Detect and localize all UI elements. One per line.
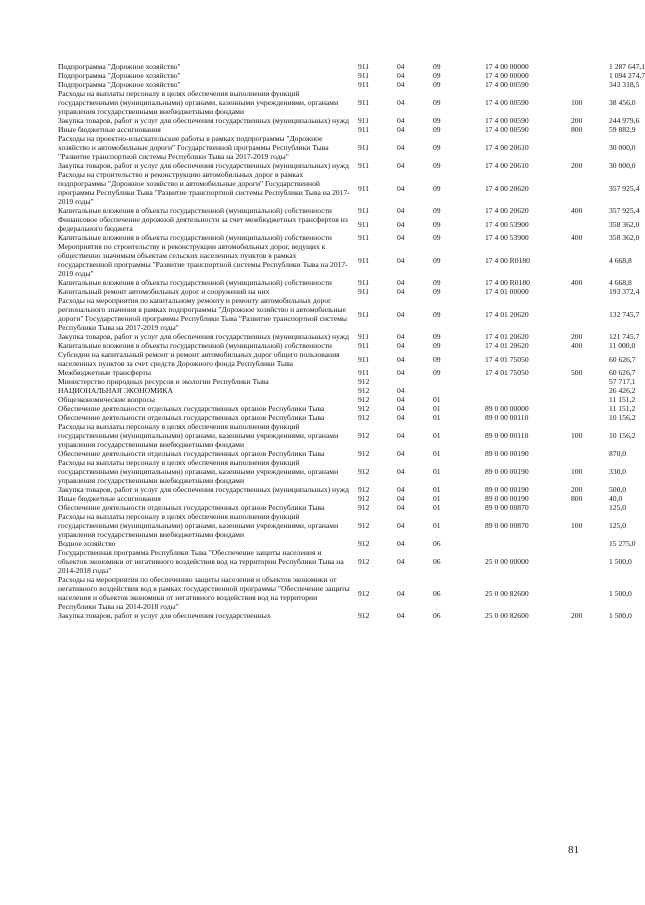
row-subsection-code: 09 — [433, 125, 441, 134]
row-section-code: 04 — [397, 309, 405, 319]
row-grbs-code: 911 — [358, 62, 370, 71]
row-target-article: 25 0 00 00000 — [485, 557, 529, 566]
row-amount: 357 925,4 — [609, 206, 640, 215]
row-grbs-code: 912 — [358, 395, 370, 404]
row-amount: 11 151,2 — [609, 395, 636, 404]
row-subsection-code: 09 — [433, 80, 441, 89]
table-row — [58, 116, 640, 125]
row-amount: 11 151,2 — [609, 404, 636, 413]
row-subsection-code: 09 — [433, 332, 441, 341]
table-row — [58, 233, 640, 242]
row-name: Мероприятия по строительству и реконструкции автомобильных дорог, ведущих к общественно значимым объектам сельских населенных пунктов в рамках государственной программы "Развитие транспортной системы Республики Тыва на 2017-2019 годы" — [58, 242, 348, 278]
table-row — [58, 503, 627, 512]
row-name: Государственная программа Республики Тыва "Обеспечение защиты населения и объектов экономики от негативного воздействия вод на территории Республики Тыва на 2014-2018 годы" — [58, 548, 344, 575]
row-grbs-code: 912 — [358, 377, 370, 386]
row-name: Обеспечение деятельности отдельных государственных органов Республики Тыва — [58, 449, 325, 458]
row-subsection-code: 01 — [433, 404, 441, 413]
row-name: Обеспечение деятельности отдельных государственных органов Республики Тыва — [58, 404, 325, 413]
row-target-article: 89 0 00 00000 — [485, 404, 529, 413]
row-grbs-code: 911 — [358, 354, 370, 364]
table-row — [58, 341, 636, 350]
row-subsection-code: 01 — [433, 431, 441, 440]
row-section-code: 04 — [397, 233, 405, 242]
table-row — [58, 404, 636, 413]
row-target-article: 17 4 00 20620 — [485, 206, 529, 215]
row-expense-type: 200 — [571, 116, 583, 125]
row-section-code: 04 — [397, 413, 405, 422]
row-section-code: 04 — [397, 278, 405, 287]
row-section-code: 04 — [397, 503, 405, 512]
table-row — [58, 422, 636, 449]
row-target-article: 17 4 00 00590 — [485, 98, 529, 107]
row-name: Общеэкономические вопросы — [58, 395, 155, 404]
row-grbs-code: 911 — [358, 116, 370, 125]
row-section-code: 04 — [397, 431, 405, 440]
row-amount: 60 626,7 — [609, 368, 636, 377]
row-name: Закупка товаров, работ и услуг для обеспечения государственных (муниципальных) нужд — [58, 332, 349, 341]
table-row — [58, 458, 627, 485]
row-amount: 870,0 — [609, 449, 627, 458]
row-expense-type: 200 — [571, 332, 583, 341]
row-amount: 1 500,0 — [609, 588, 632, 598]
row-target-article: 25 0 00 82600 — [485, 611, 529, 620]
row-subsection-code: 01 — [433, 467, 441, 476]
row-subsection-code: 06 — [433, 539, 441, 548]
table-row — [58, 287, 640, 296]
row-amount: 26 426,2 — [609, 386, 636, 395]
row-name: Подпрограмма "Дорожное хозяйство" — [58, 80, 181, 89]
row-section-code: 04 — [397, 354, 405, 364]
table-row — [58, 296, 640, 332]
row-expense-type: 200 — [571, 485, 583, 494]
row-amount: 244 979,6 — [609, 116, 640, 125]
row-subsection-code: 06 — [433, 611, 441, 620]
row-subsection-code: 09 — [433, 71, 441, 80]
row-section-code: 04 — [397, 404, 405, 413]
row-amount: 357 925,4 — [609, 183, 640, 193]
row-subsection-code: 09 — [433, 341, 441, 350]
row-amount: 358 362,0 — [609, 219, 640, 229]
row-section-code: 04 — [397, 125, 405, 134]
row-target-article: 17 4 00 53900 — [485, 219, 529, 229]
row-amount: 1 500,0 — [609, 611, 632, 620]
row-amount: 343 318,5 — [609, 80, 640, 89]
row-grbs-code: 911 — [358, 183, 370, 193]
row-section-code: 04 — [397, 143, 405, 152]
row-grbs-code: 911 — [358, 332, 370, 341]
row-name: Закупка товаров, работ и услуг для обеспечения государственных (муниципальных) нужд — [58, 161, 349, 170]
row-amount: 4 668,8 — [609, 255, 632, 265]
row-section-code: 04 — [397, 98, 405, 107]
row-grbs-code: 912 — [358, 467, 370, 476]
row-amount: 15 275,0 — [609, 539, 636, 548]
row-section-code: 04 — [397, 183, 405, 193]
row-grbs-code: 911 — [358, 287, 370, 296]
row-grbs-code: 911 — [358, 233, 370, 242]
row-subsection-code: 09 — [433, 206, 441, 215]
row-grbs-code: 911 — [358, 143, 370, 152]
row-grbs-code: 911 — [358, 278, 370, 287]
row-subsection-code: 09 — [433, 309, 441, 319]
row-section-code: 04 — [397, 161, 405, 170]
row-amount: 30 000,0 — [609, 143, 636, 152]
row-name: Иные бюджетные ассигнования — [58, 494, 161, 503]
row-target-article: 89 0 00 00110 — [485, 413, 529, 422]
row-subsection-code: 09 — [433, 98, 441, 107]
row-target-article: 17 4 00 00000 — [485, 71, 529, 80]
row-name: Расходы на мероприятия по обеспечению защиты населения и объектов экономики от негативного воздействия вод в рамках государственной программы "Обеспечение защиты населения и объектов экономики от негативного воздействия вод на территории Республики Тыва на 2014-2018 годы" — [58, 575, 350, 611]
row-expense-type: 400 — [571, 233, 583, 242]
row-grbs-code: 911 — [358, 219, 370, 229]
row-name: Закупка товаров, работ и услуг для обеспечения государственных (муниципальных) нужд — [58, 116, 349, 125]
row-name: Расходы на мероприятия по капитальному ремонту и ремонту автомобильных дорог регионального значения в рамках подпрограммы "Дорожное хозяйство и автомобильные дороги" Государственной программы Республики Тыва "Развитие транспортной системы Республики Тыва на 2017-2019 годы" — [58, 296, 348, 332]
row-target-article: 89 0 00 00190 — [485, 467, 529, 476]
row-section-code: 04 — [397, 80, 405, 89]
row-grbs-code: 912 — [358, 404, 370, 413]
table-row — [58, 449, 627, 458]
row-grbs-code: 912 — [358, 494, 370, 503]
table-row — [58, 161, 636, 170]
row-grbs-code: 911 — [358, 80, 370, 89]
row-section-code: 04 — [397, 395, 405, 404]
row-amount: 1 287 647,1 — [609, 62, 645, 71]
row-section-code: 04 — [397, 368, 405, 377]
row-name: Капитальные вложения в объекты государственной (муниципальной) собственности — [58, 233, 332, 242]
row-amount: 121 745,7 — [609, 332, 640, 341]
row-target-article: 17 4 00 20610 — [485, 161, 529, 170]
row-name: Закупка товаров, работ и услуг для обеспечения государственных (муниципальных) нужд — [58, 485, 349, 494]
row-name: Закупка товаров, работ и услуг для обеспечения государственных — [58, 611, 271, 620]
row-name: Капитальные вложения в объекты государственной (муниципальной) собственности — [58, 278, 332, 287]
row-name: Субсидии на капитальный ремонт и ремонт автомобильных дорог общего пользования населенных пунктов за счет средств Дорожного фонда Республики Тыва — [58, 350, 340, 368]
row-expense-type: 400 — [571, 341, 583, 350]
row-name: Межбюджетные трансферты — [58, 368, 151, 377]
row-amount: 132 745,7 — [609, 309, 640, 319]
table-row — [58, 278, 632, 287]
row-target-article: 17 4 01 00000 — [485, 287, 529, 296]
row-subsection-code: 09 — [433, 233, 441, 242]
row-grbs-code: 912 — [358, 386, 370, 395]
row-subsection-code: 01 — [433, 494, 441, 503]
row-subsection-code: 01 — [433, 503, 441, 512]
row-target-article: 17 4 00 00590 — [485, 80, 529, 89]
row-grbs-code: 911 — [358, 341, 370, 350]
row-subsection-code: 09 — [433, 354, 441, 364]
row-expense-type: 400 — [571, 206, 583, 215]
row-subsection-code: 09 — [433, 183, 441, 193]
table-row — [58, 512, 627, 539]
row-target-article: 89 0 00 00870 — [485, 503, 529, 512]
row-amount: 125,0 — [609, 503, 627, 512]
row-subsection-code: 09 — [433, 278, 441, 287]
row-name: Подпрограмма "Дорожное хозяйство" — [58, 62, 181, 71]
table-row — [58, 368, 636, 377]
row-section-code: 04 — [397, 467, 405, 476]
row-expense-type: 400 — [571, 278, 583, 287]
table-row — [58, 89, 636, 116]
row-amount: 1 500,0 — [609, 557, 632, 566]
row-target-article: 89 0 00 00190 — [485, 485, 529, 494]
row-expense-type: 200 — [571, 161, 583, 170]
row-target-article: 17 4 01 20620 — [485, 309, 529, 319]
row-amount: 500,0 — [609, 485, 627, 494]
row-grbs-code: 912 — [358, 611, 370, 620]
row-amount: 330,0 — [609, 467, 627, 476]
table-row — [58, 575, 632, 611]
row-grbs-code: 911 — [358, 98, 370, 107]
row-subsection-code: 09 — [433, 219, 441, 229]
row-section-code: 04 — [397, 386, 405, 395]
row-amount: 60 626,7 — [609, 354, 636, 364]
table-row — [58, 611, 632, 620]
row-name: Расходы на выплаты персоналу в целях обеспечения выполнения функций государственными (муниципальными) органами, казенными учреждениями, органами управления государственными внебюджетными фондами — [58, 89, 339, 116]
table-row — [58, 485, 627, 494]
row-expense-type: 100 — [571, 98, 583, 107]
row-subsection-code: 09 — [433, 161, 441, 170]
row-subsection-code: 01 — [433, 485, 441, 494]
row-target-article: 25 0 00 82600 — [485, 588, 529, 598]
table-row — [58, 215, 640, 233]
row-name: Расходы на проектно-изыскательские работы в рамках подпрограммы "Дорожное хозяйство и автомобильные дороги" Государственной программы Республики Тыва "Развитие транспортной системы Республики Тыва на 2017-2019 годы" — [58, 134, 329, 161]
row-expense-type: 100 — [571, 431, 583, 440]
row-subsection-code: 01 — [433, 413, 441, 422]
row-amount: 38 456,0 — [609, 98, 636, 107]
table-row — [58, 206, 640, 215]
row-amount: 358 362,0 — [609, 233, 640, 242]
row-amount: 30 000,0 — [609, 161, 636, 170]
row-section-code: 04 — [397, 611, 405, 620]
row-section-code: 04 — [397, 219, 405, 229]
row-amount: 11 000,0 — [609, 341, 636, 350]
row-name: Обеспечение деятельности отдельных государственных органов Республики Тыва — [58, 413, 325, 422]
row-section-code: 04 — [397, 62, 405, 71]
row-amount: 40,0 — [609, 494, 623, 503]
row-name: Расходы на выплаты персоналу в целях обеспечения выполнения функций государственными (муниципальными) органами, казенными учреждениями, органами управления государственными внебюджетными фондами — [58, 512, 339, 539]
row-expense-type: 100 — [571, 467, 583, 476]
row-section-code: 04 — [397, 494, 405, 503]
row-grbs-code: 911 — [358, 255, 370, 265]
row-section-code: 04 — [397, 255, 405, 265]
row-name: Подпрограмма "Дорожное хозяйство" — [58, 71, 181, 80]
row-subsection-code: 09 — [433, 287, 441, 296]
row-target-article: 89 0 00 00190 — [485, 449, 529, 458]
row-subsection-code: 09 — [433, 62, 441, 71]
table-row — [58, 242, 632, 278]
row-grbs-code: 911 — [358, 125, 370, 134]
row-target-article: 17 4 00 00590 — [485, 116, 529, 125]
row-name: Водное хозяйство — [58, 539, 116, 548]
row-section-code: 04 — [397, 116, 405, 125]
table-row — [58, 548, 632, 575]
row-section-code: 04 — [397, 332, 405, 341]
row-target-article: 89 0 00 00190 — [485, 494, 529, 503]
row-target-article: 17 4 00 00590 — [485, 125, 529, 134]
row-section-code: 04 — [397, 206, 405, 215]
row-grbs-code: 912 — [358, 431, 370, 440]
row-subsection-code: 09 — [433, 255, 441, 265]
row-target-article: 17 4 00 53900 — [485, 233, 529, 242]
row-subsection-code: 01 — [433, 395, 441, 404]
row-target-article: 17 4 01 75050 — [485, 354, 529, 364]
row-amount: 59 882,9 — [609, 125, 636, 134]
row-amount: 4 668,8 — [609, 278, 632, 287]
row-expense-type: 200 — [571, 611, 583, 620]
table-row — [58, 350, 636, 368]
row-grbs-code: 912 — [358, 539, 370, 548]
budget-table — [58, 62, 645, 620]
row-name: Министерство природных ресурсов и экологии Республики Тыва — [58, 377, 269, 386]
table-row — [58, 494, 623, 503]
row-expense-type: 800 — [571, 494, 583, 503]
row-name: Капитальный ремонт автомобильных дорог и сооружений на них — [58, 287, 270, 296]
row-name: Расходы на выплаты персоналу в целях обеспечения выполнения функций государственными (муниципальными) органами, казенными учреждениями, органами управления государственными внебюджетными фондами — [58, 458, 339, 485]
row-section-code: 04 — [397, 539, 405, 548]
row-grbs-code: 912 — [358, 413, 370, 422]
row-section-code: 04 — [397, 557, 405, 566]
row-grbs-code: 912 — [358, 449, 370, 458]
row-expense-type: 500 — [571, 368, 583, 377]
row-target-article: 89 0 00 00110 — [485, 431, 529, 440]
row-grbs-code: 912 — [358, 503, 370, 512]
row-amount: 10 156,2 — [609, 413, 636, 422]
row-name: Расходы на выплаты персоналу в целях обеспечения выполнения функций государственными (муниципальными) органами, казенными учреждениями, органами управления государственными внебюджетными фондами — [58, 422, 339, 449]
table-row — [58, 377, 636, 386]
table-row — [58, 395, 636, 404]
row-name: Иные бюджетные ассигнования — [58, 125, 161, 134]
row-grbs-code: 911 — [358, 309, 370, 319]
table-row — [58, 80, 640, 89]
row-target-article: 17 4 01 20620 — [485, 332, 529, 341]
row-grbs-code: 911 — [358, 71, 370, 80]
row-target-article: 17 4 00 20610 — [485, 143, 529, 152]
row-subsection-code: 09 — [433, 116, 441, 125]
row-subsection-code: 06 — [433, 557, 441, 566]
row-name: НАЦИОНАЛЬНАЯ ЭКОНОМИКА — [58, 386, 173, 395]
row-target-article: 17 4 00 R0180 — [485, 278, 530, 287]
row-expense-type: 100 — [571, 521, 583, 530]
row-target-article: 17 4 00 R0180 — [485, 255, 530, 265]
table-row — [58, 134, 636, 161]
page-number: 81 — [568, 844, 579, 856]
row-subsection-code: 09 — [433, 368, 441, 377]
row-expense-type: 800 — [571, 125, 583, 134]
row-subsection-code: 01 — [433, 521, 441, 530]
row-target-article: 17 4 01 75050 — [485, 368, 529, 377]
row-grbs-code: 911 — [358, 368, 370, 377]
row-amount: 1 094 274,7 — [609, 71, 645, 80]
row-section-code: 04 — [397, 449, 405, 458]
row-amount: 10 156,2 — [609, 431, 636, 440]
row-grbs-code: 912 — [358, 485, 370, 494]
row-section-code: 04 — [397, 287, 405, 296]
row-section-code: 04 — [397, 341, 405, 350]
row-target-article: 17 4 00 20620 — [485, 183, 529, 193]
row-grbs-code: 912 — [358, 557, 370, 566]
row-subsection-code: 01 — [433, 449, 441, 458]
table-row — [58, 386, 636, 395]
row-subsection-code: 06 — [433, 588, 441, 598]
row-amount: 193 372,4 — [609, 287, 640, 296]
row-target-article: 17 4 00 00000 — [485, 62, 529, 71]
row-target-article: 17 4 01 20620 — [485, 341, 529, 350]
table-row — [58, 125, 636, 134]
row-grbs-code: 911 — [358, 161, 370, 170]
row-section-code: 04 — [397, 71, 405, 80]
row-name: Капитальные вложения в объекты государственной (муниципальной) собственности — [58, 206, 332, 215]
row-name: Капитальные вложения в объекты государственной (муниципальной) собственности — [58, 341, 332, 350]
table-row — [58, 62, 645, 71]
row-section-code: 04 — [397, 588, 405, 598]
table-row — [58, 71, 645, 80]
table-row — [58, 332, 640, 341]
row-grbs-code: 912 — [358, 588, 370, 598]
row-amount: 125,0 — [609, 521, 627, 530]
row-target-article: 89 0 00 00870 — [485, 521, 529, 530]
table-row — [58, 539, 636, 548]
row-section-code: 04 — [397, 485, 405, 494]
row-grbs-code: 911 — [358, 206, 370, 215]
table-row — [58, 170, 640, 206]
table-row — [58, 413, 636, 422]
row-amount: 57 717,1 — [609, 377, 636, 386]
row-name: Расходы на строительство и реконструкцию автомобильных дорог в рамках подпрограммы "Дорожное хозяйство и автомобильные дороги" Государственной программы Республики Тыва "Развитие транспортной системы Республики Тыва на 2017-2019 годы" — [58, 170, 350, 206]
row-subsection-code: 09 — [433, 143, 441, 152]
row-grbs-code: 912 — [358, 521, 370, 530]
row-section-code: 04 — [397, 521, 405, 530]
row-name: Финансовое обеспечение дорожной деятельности за счет межбюджетных трансфертов из федерального бюджета — [58, 215, 348, 233]
row-name: Обеспечение деятельности отдельных государственных органов Республики Тыва — [58, 503, 325, 512]
